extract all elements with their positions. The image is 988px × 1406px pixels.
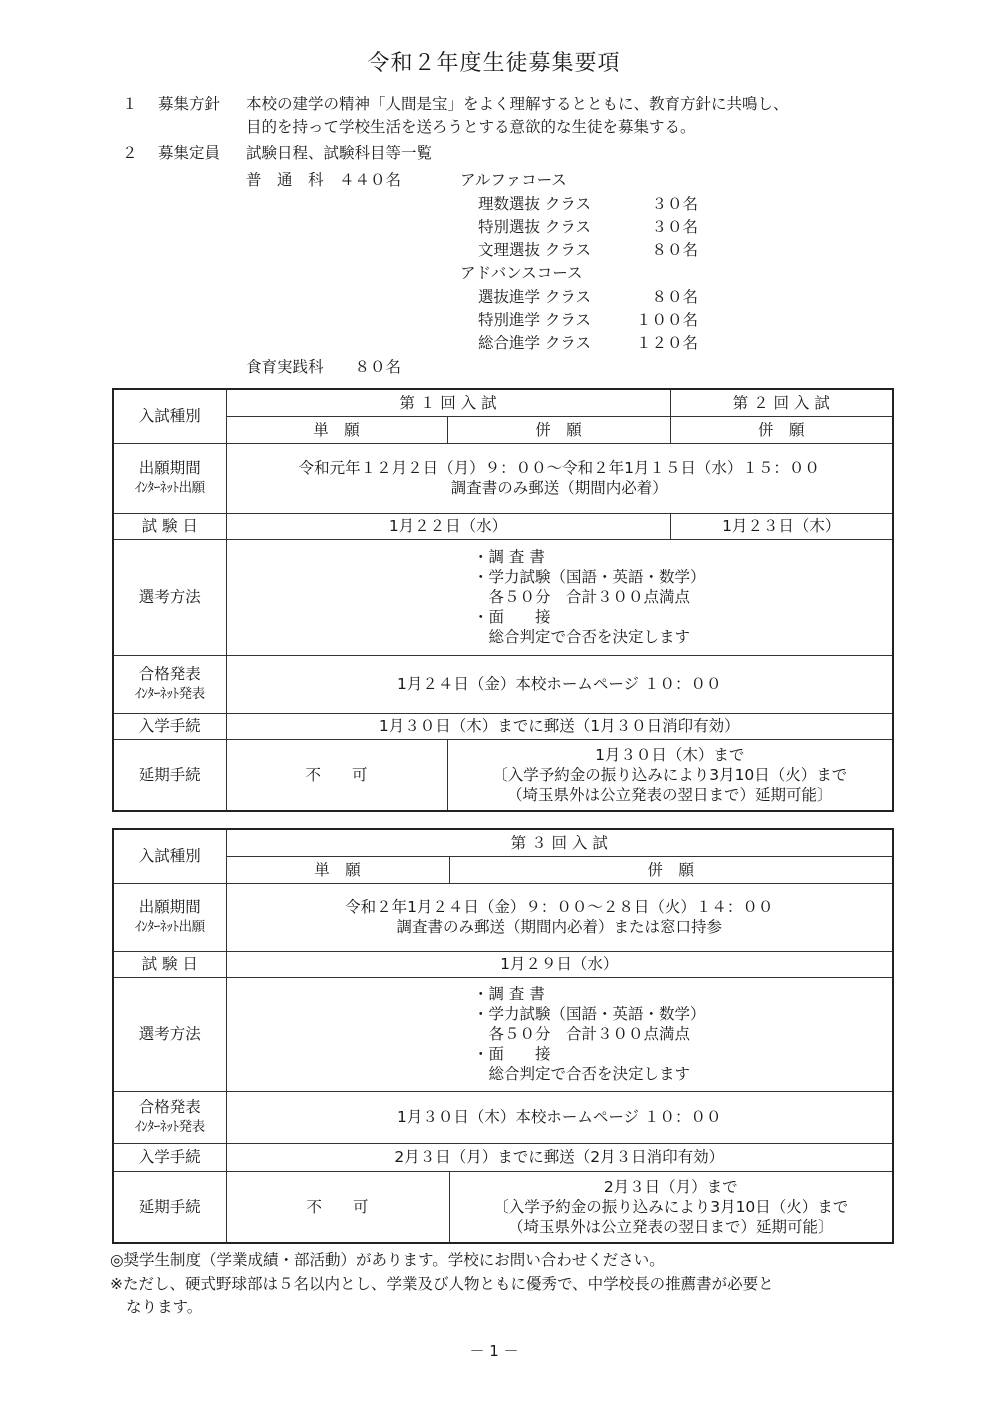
- exam-date-1: 1月２２日（水）: [226, 513, 670, 539]
- label-period-main: 出願期間: [138, 459, 201, 477]
- method-line: 各５０分 合計３００点満点: [472, 588, 690, 606]
- class-count: ８０名: [651, 288, 698, 306]
- period-line2: 調査書のみ郵送（期間内必着）: [450, 479, 668, 497]
- class-name: 選抜進学 クラス: [478, 288, 591, 306]
- label-result-sub: ｲﾝﾀｰﾈｯﾄ発表: [134, 686, 205, 702]
- method-line: 各５０分 合計３００点満点: [472, 1025, 690, 1043]
- label-enrollment: 入学手続: [113, 1143, 226, 1171]
- extension-line3: （埼玉県外は公立発表の翌日まで）延期可能〕: [507, 1217, 834, 1236]
- policy-label: 募集方針: [158, 95, 221, 113]
- method-line: ・調 査 書: [472, 985, 545, 1003]
- extension-single: 不 可: [226, 739, 447, 811]
- label-application-period: [113, 883, 226, 951]
- class-count: １００名: [635, 311, 698, 329]
- combined-header: 併 願: [447, 416, 670, 443]
- period-line1: 令和元年１２月２日（月）９：００～令和２年1月１５日（水）１５：００: [298, 459, 820, 477]
- single-header: 単 願: [226, 856, 449, 883]
- label-application-period: [113, 443, 226, 513]
- method-line: 総合判定で合否を決定します: [472, 628, 690, 646]
- extension-combined: [449, 1171, 893, 1243]
- method-line: ・面 接: [472, 1045, 551, 1063]
- round2-header: 第 ２ 回 入 試: [670, 389, 893, 416]
- food-course: 食育実践科 ８０名: [246, 358, 402, 376]
- extension-single: 不 可: [226, 1171, 449, 1243]
- baseball-note-line2: なります。: [126, 1298, 203, 1316]
- extension-combined: [447, 739, 893, 811]
- method-line: ・面 接: [472, 608, 551, 626]
- enrollment-procedure: 2月３日（月）までに郵送（2月３日消印有効）: [226, 1143, 893, 1171]
- method-line: ・学力試験（国語・英語・数学）: [472, 1005, 706, 1023]
- label-exam-date: 試 験 日: [113, 951, 226, 977]
- alpha-course: アルファコース: [460, 171, 567, 189]
- extension-line3: （埼玉県外は公立発表の翌日まで）延期可能〕: [506, 785, 833, 804]
- class-name: 文理選抜 クラス: [478, 241, 591, 259]
- application-period: [226, 443, 893, 513]
- extension-line2: 〔入学予約金の振り込みにより3月10日（火）まで: [492, 765, 848, 784]
- policy-number: １: [122, 95, 138, 113]
- page-title: 令和２年度生徒募集要項: [367, 51, 621, 76]
- label-extension: 延期手続: [113, 739, 226, 811]
- label-result-main: 合格発表: [138, 1098, 201, 1116]
- advance-course: アドバンスコース: [460, 264, 583, 282]
- class-name: 特別進学 クラス: [478, 311, 591, 329]
- application-period: [226, 883, 893, 951]
- label-extension: 延期手続: [113, 1171, 226, 1243]
- policy-text-line1: 本校の建学の精神「人間是宝」をよく理解するとともに、教育方針に共鳴し、: [246, 95, 789, 113]
- label-exam-date: 試 験 日: [113, 513, 226, 539]
- extension-line1: 2月３日（月）まで: [603, 1177, 738, 1196]
- exam-date: 1月２９日（水）: [226, 951, 893, 977]
- exam-date-2: 1月２３日（木）: [670, 513, 893, 539]
- capacity-label: 募集定員: [158, 144, 221, 162]
- method-line: 総合判定で合否を決定します: [472, 1065, 690, 1083]
- label-result-main: 合格発表: [138, 665, 201, 683]
- class-count: １２０名: [635, 334, 698, 352]
- label-result: [113, 1091, 226, 1143]
- general-course: 普 通 科 ４４０名: [246, 171, 402, 189]
- round3-header: 第 ３ 回 入 試: [226, 829, 893, 856]
- label-enrollment: 入学手続: [113, 713, 226, 739]
- class-name: 理数選抜 クラス: [478, 195, 591, 213]
- label-period-sub: ｲﾝﾀｰﾈｯﾄ出願: [134, 480, 205, 496]
- period-line2: 調査書のみ郵送（期間内必着）または窓口持参: [396, 918, 722, 936]
- result-announcement: 1月２４日（金）本校ホームページ １０：００: [226, 655, 893, 713]
- combined-header: 併 願: [449, 856, 893, 883]
- extension-line1: 1月３０日（木）まで: [595, 745, 745, 764]
- label-selection-method: 選考方法: [113, 977, 226, 1091]
- label-selection-method: 選考方法: [113, 539, 226, 655]
- label-result: [113, 655, 226, 713]
- period-line1: 令和２年1月２４日（金）９：００～２８日（火）１４：００: [345, 898, 774, 916]
- result-announcement: 1月３０日（木）本校ホームページ １０：００: [226, 1091, 893, 1143]
- page-number: － 1 －: [469, 1342, 519, 1360]
- label-period-main: 出願期間: [138, 898, 201, 916]
- label-exam-type: 入試種別: [113, 389, 226, 443]
- policy-text-line2: 目的を持って学校生活を送ろうとする意欲的な生徒を募集する。: [246, 118, 696, 136]
- baseball-note-line1: ※ただし、硬式野球部は５名以内とし、学業及び人物ともに優秀で、中学校長の推薦書が必要と: [110, 1275, 774, 1293]
- extension-line2: 〔入学予約金の振り込みにより3月10日（火）まで: [493, 1197, 849, 1216]
- class-count: ３０名: [651, 218, 698, 236]
- label-exam-type: 入試種別: [113, 829, 226, 883]
- label-period-sub: ｲﾝﾀｰﾈｯﾄ出願: [134, 919, 205, 935]
- selection-method: [226, 539, 893, 655]
- label-result-sub: ｲﾝﾀｰﾈｯﾄ発表: [134, 1119, 205, 1135]
- capacity-number: ２: [122, 144, 138, 162]
- class-count: ８０名: [651, 241, 698, 259]
- class-name: 総合進学 クラス: [478, 334, 591, 352]
- exam-table-1: [112, 388, 894, 812]
- capacity-text: 試験日程、試験科目等一覧: [246, 144, 433, 162]
- method-line: ・調 査 書: [472, 548, 545, 566]
- scholarship-note: ◎奨学生制度（学業成績・部活動）があります。学校にお問い合わせください。: [110, 1251, 665, 1269]
- round1-header: 第 １ 回 入 試: [226, 389, 670, 416]
- single-header: 単 願: [226, 416, 447, 443]
- class-name: 特別選抜 クラス: [478, 218, 591, 236]
- exam-table-2: [112, 828, 894, 1244]
- enrollment-procedure: 1月３０日（木）までに郵送（1月３０日消印有効）: [226, 713, 893, 739]
- class-count: ３０名: [651, 195, 698, 213]
- method-line: ・学力試験（国語・英語・数学）: [472, 568, 706, 586]
- selection-method: [226, 977, 893, 1091]
- combined2-header: 併 願: [670, 416, 893, 443]
